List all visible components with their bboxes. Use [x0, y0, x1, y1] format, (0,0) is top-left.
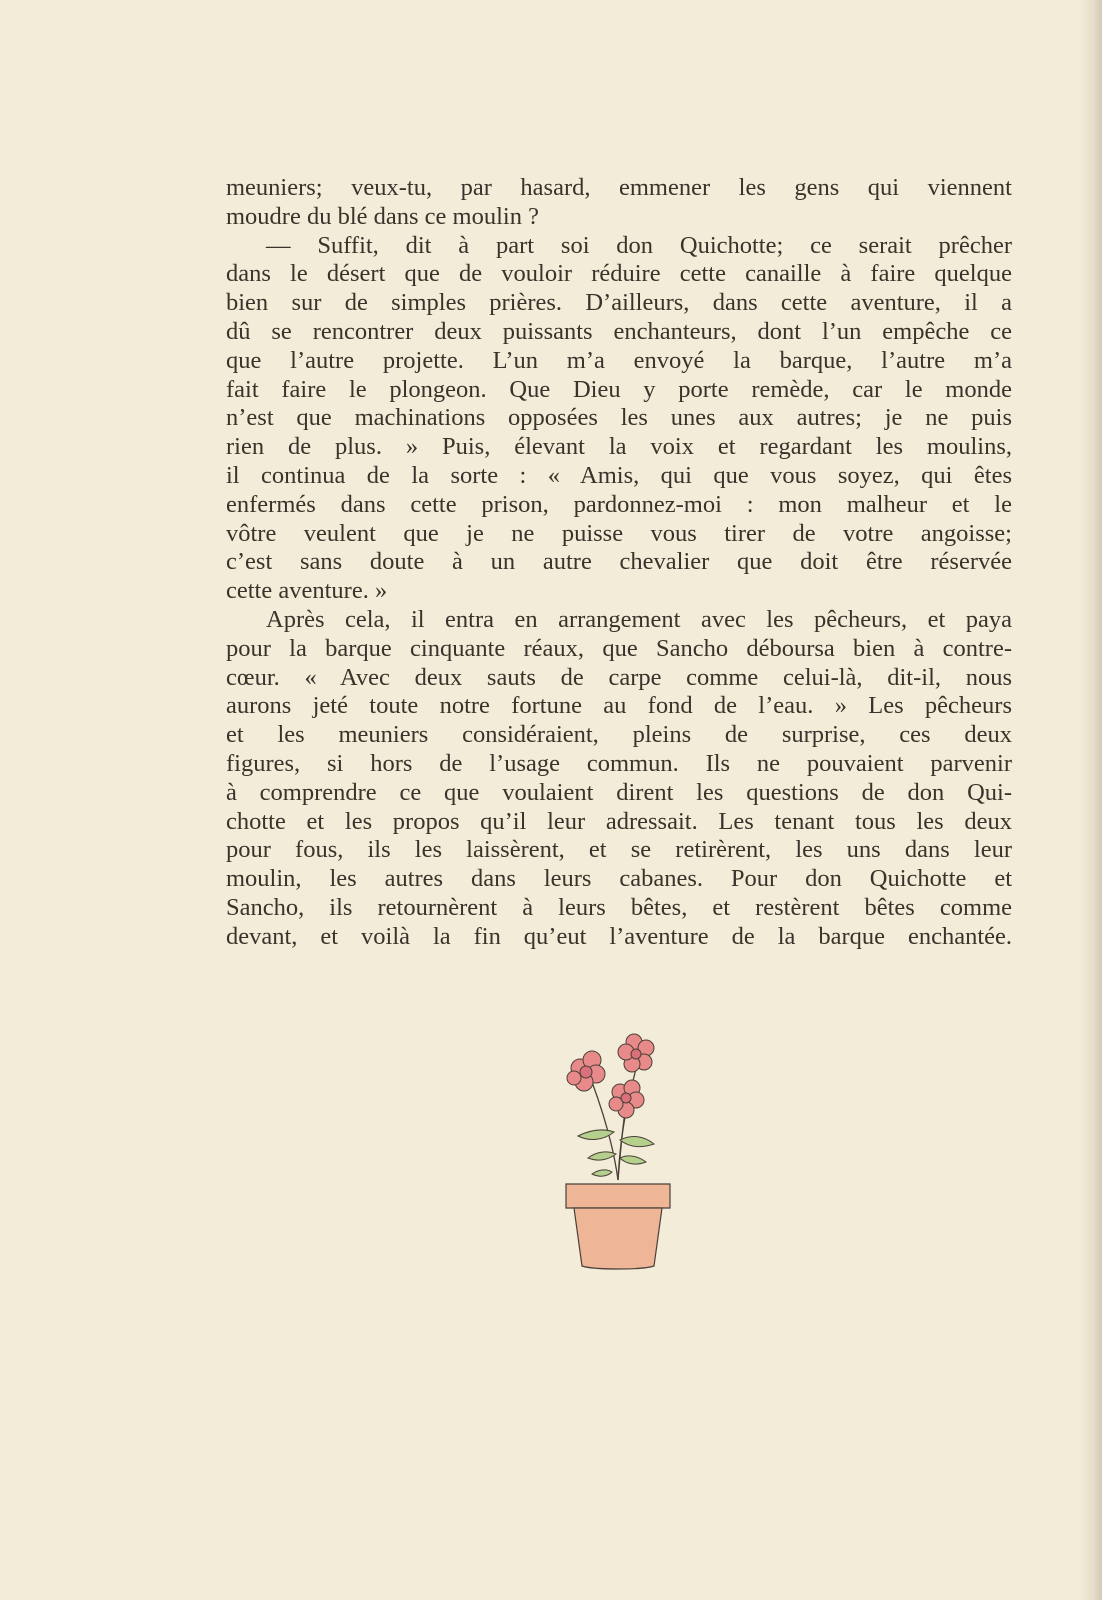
text-line: moudre du blé dans ce moulin ? — [226, 202, 539, 230]
text-line: meuniers; veux-tu, par hasard, emmener les gens qui viennent — [226, 174, 1012, 201]
text-line: devant, et voilà la fin qu’eut l’aventure de la barque enchantée. — [226, 922, 1012, 950]
text-line: que l’autre projette. L’un m’a envoyé la barque, l’autre m’a — [226, 346, 1012, 374]
text-line: Sancho, ils retournèrent à leurs bêtes, et restèrent bêtes comme — [226, 893, 1012, 921]
text-line: — Suffit, dit à part soi don Quichotte; ce serait prêcher — [266, 231, 1012, 259]
text-line: figures, si hors de l’usage commun. Ils ne pouvaient parvenir — [226, 749, 1012, 777]
text-line: vôtre veulent que je ne puisse vous tirer de votre angoisse; — [226, 519, 1012, 547]
text-line: aurons jeté toute notre fortune au fond de l’eau. » Les pêcheurs — [226, 692, 1012, 720]
text-line: dû se rencontrer deux puissants enchanteurs, dont l’un empêche ce — [226, 317, 1012, 345]
text-line: il continua de la sorte : « Amis, qui que vous soyez, qui êtes — [226, 461, 1012, 489]
text-line: dans le désert que de vouloir réduire cette canaille à faire quelque — [226, 260, 1012, 288]
page-edge-shadow — [1080, 0, 1102, 1600]
text-line: enfermés dans cette prison, pardonnez-moi : mon malheur et le — [226, 490, 1012, 518]
text-line: pour la barque cinquante réaux, que Sancho déboursa bien à contre- — [226, 634, 1012, 662]
body-text — [226, 174, 1012, 952]
text-line: et les meuniers considéraient, pleins de surprise, ces deux — [226, 721, 1012, 749]
text-line: cette aventure. » — [226, 577, 388, 605]
text-line: rien de plus. » Puis, élevant la voix et regardant les moulins, — [226, 433, 1012, 461]
text-line: bien sur de simples prières. D’ailleurs, dans cette aventure, il a — [226, 289, 1012, 317]
text-line: à comprendre ce que voulaient dirent les questions de don Qui- — [226, 778, 1012, 806]
text-line: Après cela, il entra en arrangement avec les pêcheurs, et paya — [266, 605, 1012, 633]
text-line: n’est que machinations opposées les unes aux autres; je ne puis — [226, 404, 1012, 432]
text-line: fait faire le plongeon. Que Dieu y porte remède, car le monde — [226, 375, 1012, 403]
text-line: c’est sans doute à un autre chevalier que doit être réservée — [226, 548, 1012, 576]
text-line: chotte et les propos qu’il leur adressait. Les tenant tous les deux — [226, 807, 1012, 835]
text-line: moulin, les autres dans leurs cabanes. Pour don Quichotte et — [226, 865, 1012, 893]
text-line: cœur. « Avec deux sauts de carpe comme celui-là, dit-il, nous — [226, 663, 1012, 691]
text-line: pour fous, ils les laissèrent, et se retirèrent, les uns dans leur — [226, 836, 1012, 864]
flowerpot-icon — [562, 1032, 674, 1270]
